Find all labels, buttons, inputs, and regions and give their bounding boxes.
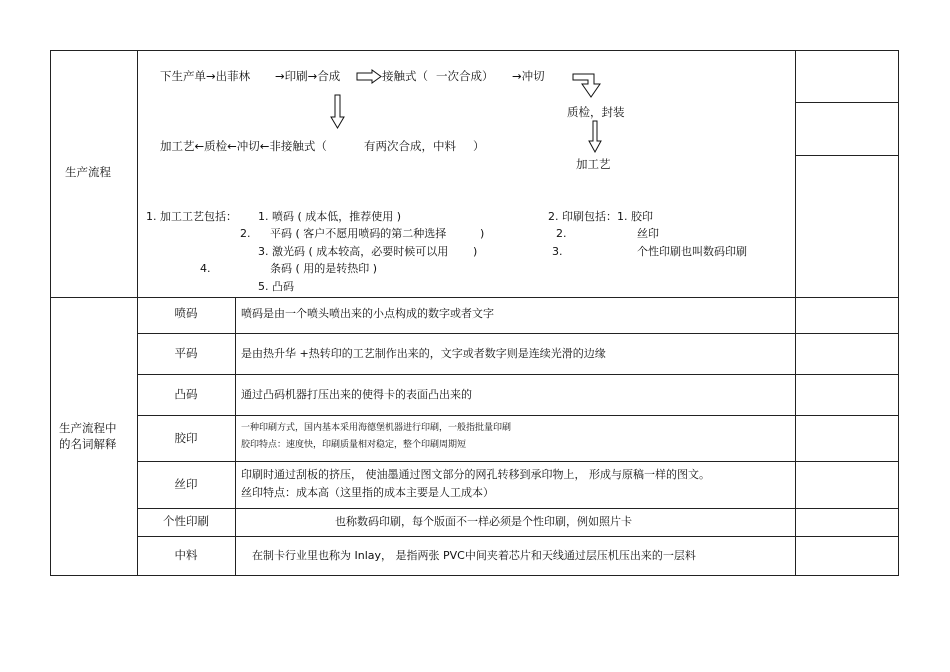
flow-step-double-combine: 有两次合成，中料 [364,139,456,153]
glossary-term: 丝印 [174,477,198,491]
flow-step-print-combine: →印刷→合成 [275,69,341,83]
note-print-item-2: 丝印 [637,227,659,240]
flow-step-qc-seal: 质检，封装 [567,105,625,119]
hollow-right-arrow-icon [357,70,381,83]
flow-step-die-cut: →冲切 [512,69,545,83]
flow-step-order-film: 下生产单→出菲林 [160,69,251,83]
glossary-definition: 也称数码印刷，每个版面不一样必须是个性印刷，例如照片卡 [335,515,632,528]
note-craft-item-1: 1. 喷码 ( 成本低，推荐使用 ) [258,210,402,223]
bent-down-arrow-icon [573,74,600,97]
glossary-term: 喷码 [174,306,198,320]
glossary-term: 个性印刷 [163,514,209,528]
note-print-num-2: 2. [556,227,567,240]
flow-step-noncontact: 加工艺←质检←冲切←非接触式（ [160,139,327,153]
hollow-down-arrow-icon-2 [589,121,601,152]
note-craft-item-3-close: ) [473,245,478,258]
glossary-definition-line2: 胶印特点：速度快，印刷质量相对稳定，整个印刷周期短 [241,440,467,450]
glossary-definition: 在制卡行业里也称为 Inlay， 是指两张 PVC中间夹着芯片和天线通过层压机压出来的一层料 [252,549,696,562]
glossary-definition: 是由热升华 +热转印的工艺制作出来的，文字或者数字则是连续光滑的边缘 [241,347,606,360]
glossary-term: 胶印 [174,431,198,445]
glossary-term: 平码 [174,346,198,360]
section-label-production-flow: 生产流程 [65,165,111,179]
flow-step-contact: 接触式（ [382,69,428,83]
note-craft-heading: 1. 加工工艺包括： [146,210,237,223]
glossary-definition: 一种印刷方式，国内基本采用海德堡机器进行印刷，一般指批量印刷 [241,423,512,433]
flow-step-process-end: 加工艺 [576,157,611,171]
note-craft-item-2: 平码 ( 客户不愿用喷码的第二种选择 [270,227,447,240]
flow-close-paren: ） [473,139,485,153]
glossary-definition: 喷码是由一个喷头喷出来的小点构成的数字或者文字 [241,307,494,320]
glossary-definition-line2: 丝印特点：成本高（这里指的成本主要是人工成本） [241,486,494,499]
section-label-glossary-line1: 生产流程中 [59,421,117,435]
note-print-heading: 2. 印刷包括：1. 胶印 [548,210,653,223]
flow-step-single-combine: 一次合成） [436,69,494,83]
glossary-definition: 印刷时通过刮板的挤压， 使油墨通过图文部分的网孔转移到承印物上， 形成与原稿一样的图文。 [241,468,710,481]
note-craft-item-2-close: ) [480,227,485,240]
note-craft-item-4: 条码 ( 用的是转热印 ) [270,262,378,275]
section-label-glossary-line2: 的名词解释 [59,437,117,451]
note-print-item-3: 个性印刷也叫数码印刷 [637,245,747,258]
note-craft-item-5: 5. 凸码 [258,280,294,293]
glossary-term: 中料 [174,548,198,562]
note-print-num-3: 3. [552,245,563,258]
note-craft-num-2: 2. [240,227,251,240]
glossary-term: 凸码 [174,387,198,401]
note-craft-item-3: 3. 激光码 ( 成本较高，必要时候可以用 [258,245,449,258]
note-craft-num-4: 4. [200,262,211,275]
glossary-definition: 通过凸码机器打压出来的使得卡的表面凸出来的 [241,388,472,401]
hollow-down-arrow-icon [331,95,344,128]
